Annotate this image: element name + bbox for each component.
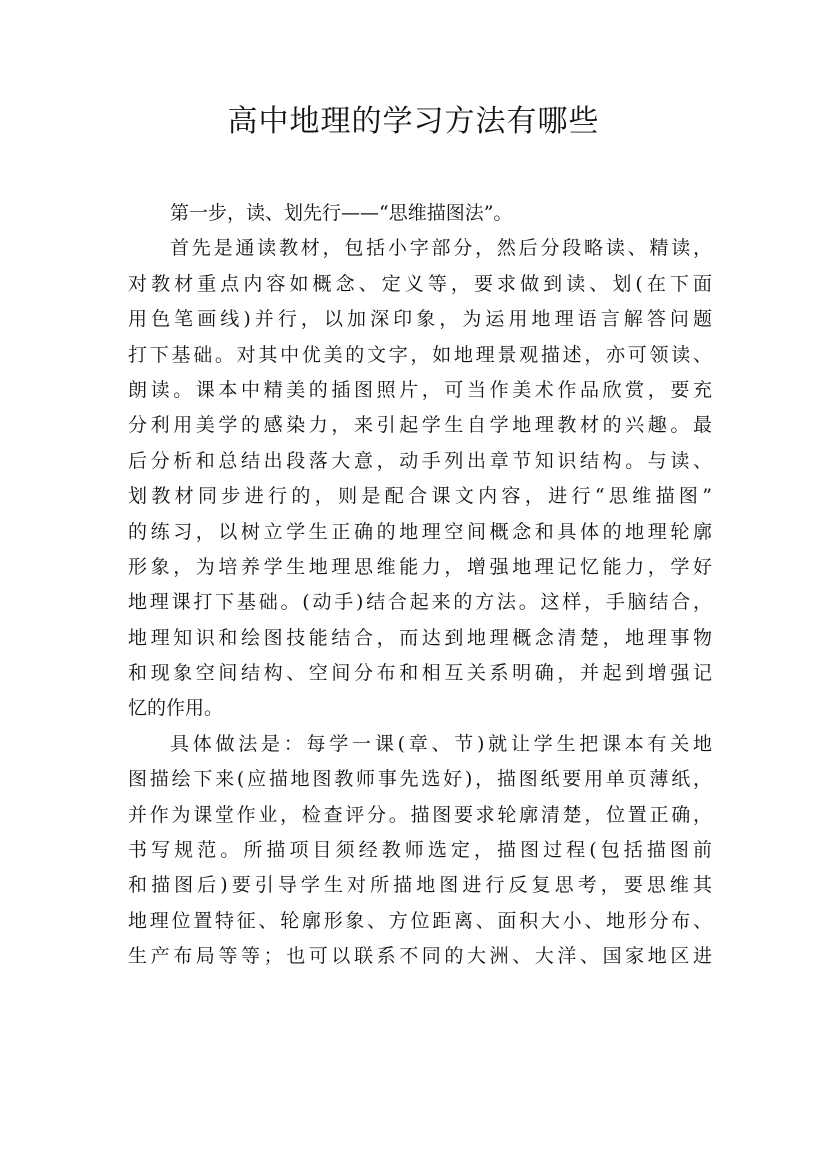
paragraph-line: 书写规范。所描项目须经教师选定，描图过程(包括描图前 — [128, 839, 712, 862]
section-heading: 第一步，读、划先行——“思维描图法”。 — [170, 202, 513, 224]
page-title: 高中地理的学习方法有哪些 — [227, 104, 600, 139]
paragraph-line: 朗读。课本中精美的插图照片，可当作美术作品欣赏，要充 — [128, 378, 712, 401]
paragraph-line: 忆的作用。 — [128, 697, 224, 720]
paragraph-line: 后分析和总结出段落大意，动手列出章节知识结构。与读、 — [128, 449, 712, 472]
paragraph-line: 地理课打下基础。(动手)结合起来的方法。这样，手脑结合， — [128, 591, 712, 614]
paragraph-line: 地理知识和绘图技能结合，而达到地理概念清楚，地理事物 — [128, 626, 712, 649]
body-text — [128, 196, 712, 975]
paragraph-line: 首先是通读教材，包括小字部分，然后分段略读、精读， — [170, 237, 712, 260]
paragraph-line: 打下基础。对其中优美的文字，如地理景观描述，亦可领读、 — [128, 343, 712, 366]
paragraph-line: 具体做法是：每学一课(章、节)就让学生把课本有关地 — [170, 732, 712, 755]
paragraph-line: 和描图后)要引导学生对所描地图进行反复思考，要思维其 — [128, 874, 712, 897]
paragraph-line: 的练习，以树立学生正确的地理空间概念和具体的地理轮廓 — [128, 520, 712, 543]
paragraph-line: 形象，为培养学生地理思维能力，增强地理记忆能力，学好 — [128, 555, 712, 578]
paragraph-line: 图描绘下来(应描地图教师事先选好)，描图纸要用单页薄纸， — [128, 768, 712, 791]
paragraph-line: 划教材同步进行的，则是配合课文内容，进行“思维描图” — [128, 485, 712, 508]
paragraph-line: 生产布局等等；也可以联系不同的大洲、大洋、国家地区进 — [128, 945, 712, 968]
paragraph-line: 对教材重点内容如概念、定义等，要求做到读、划(在下面 — [128, 272, 712, 295]
paragraph-line: 地理位置特征、轮廓形象、方位距离、面积大小、地形分布、 — [128, 909, 712, 932]
paragraph-line: 用色笔画线)并行，以加深印象，为运用地理语言解答问题 — [128, 308, 712, 331]
paragraph-line: 并作为课堂作业，检查评分。描图要求轮廓清楚，位置正确， — [128, 803, 712, 826]
paragraph-line: 分利用美学的感染力，来引起学生自学地理教材的兴趣。最 — [128, 414, 712, 437]
paragraph-line: 和现象空间结构、空间分布和相互关系明确，并起到增强记 — [128, 662, 712, 685]
